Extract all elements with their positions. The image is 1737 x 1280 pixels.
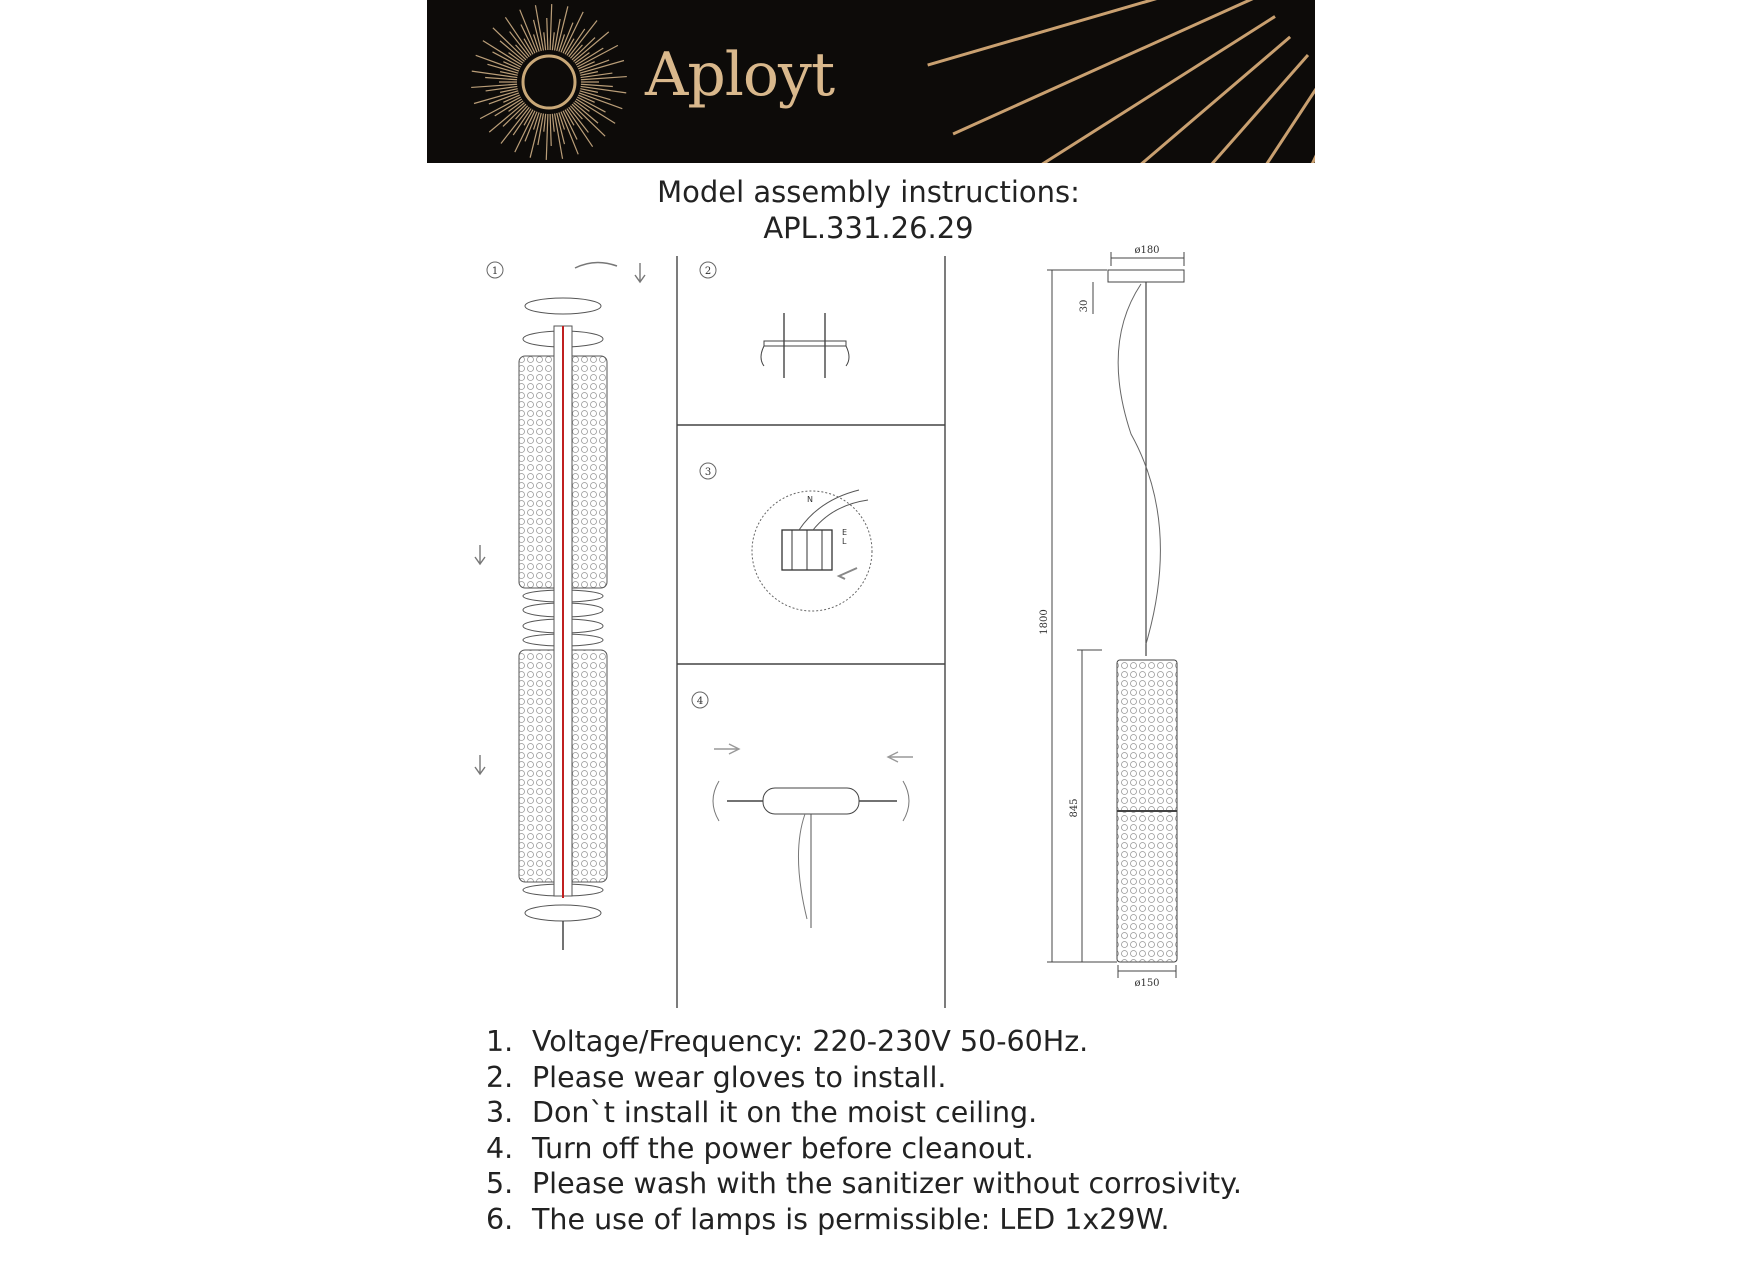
list-item xyxy=(486,1095,1242,1131)
sun-ray xyxy=(485,78,517,80)
sun-ray xyxy=(489,103,524,133)
step-2-mounting-bracket xyxy=(700,262,849,378)
step-1-label: 1 xyxy=(491,266,499,277)
corner-ray xyxy=(1083,55,1308,163)
corner-rays xyxy=(907,0,1315,163)
sun-icon xyxy=(523,56,575,108)
corner-ray xyxy=(1032,37,1291,163)
brand-logo: Aployt xyxy=(645,40,835,110)
step-1-exploded-view xyxy=(475,262,645,950)
note-number: 2. xyxy=(486,1060,514,1094)
shade-diameter-dim: ø150 xyxy=(1134,978,1160,989)
sun-ray xyxy=(544,32,546,50)
note-text: Please wear gloves to install. xyxy=(532,1060,947,1094)
canopy-diameter-dim: ø180 xyxy=(1134,245,1160,256)
side-elevation xyxy=(1039,245,1184,989)
sun-ray xyxy=(581,84,613,86)
sun-ray xyxy=(550,114,551,146)
sun-ray xyxy=(547,18,548,50)
wire-label-l: L xyxy=(842,537,847,546)
corner-ray xyxy=(953,0,1263,134)
shade-height-dim: 845 xyxy=(1069,798,1080,818)
instruction-notes xyxy=(486,1024,1242,1237)
sun-ray xyxy=(576,99,615,123)
down-arrow-icon xyxy=(635,263,645,282)
down-arrow-icon xyxy=(475,545,485,564)
sun-ray xyxy=(538,114,544,146)
sun-ray xyxy=(501,107,529,143)
sun-ray xyxy=(574,32,609,62)
brand-banner xyxy=(427,0,1315,163)
down-arrow-icon xyxy=(475,755,485,774)
note-number: 3. xyxy=(486,1096,514,1129)
sunburst-graphic xyxy=(427,0,1315,163)
arrow-icon xyxy=(839,568,857,579)
corner-ray xyxy=(928,0,1254,65)
wire-label-e: E xyxy=(842,528,848,537)
step-2-label: 2 xyxy=(704,266,712,277)
note-text: Please wash with the sanitizer without corrosivity. xyxy=(532,1167,1242,1200)
sun-ray xyxy=(546,114,548,160)
step-4-canopy-fixing xyxy=(692,692,913,928)
list-item xyxy=(486,1166,1242,1202)
sun-ray xyxy=(569,21,597,57)
note-text: Voltage/Frequency: 220-230V 50-60Hz. xyxy=(532,1025,1089,1058)
left-arrow-icon xyxy=(888,752,913,762)
total-height-dim: 1800 xyxy=(1039,609,1050,635)
list-item xyxy=(486,1024,1242,1060)
list-item xyxy=(486,1202,1242,1238)
assembly-diagram xyxy=(427,238,1315,1018)
note-number: 6. xyxy=(486,1202,514,1236)
sun-ray xyxy=(555,19,561,51)
note-number: 1. xyxy=(486,1025,514,1058)
sun-ray xyxy=(483,41,522,65)
corner-ray xyxy=(1274,92,1315,163)
step-3-wiring xyxy=(700,463,872,611)
page-title: Model assembly instructions: xyxy=(657,175,1080,209)
list-item xyxy=(486,1131,1242,1167)
note-number: 4. xyxy=(486,1131,514,1165)
canopy-height-dim: 30 xyxy=(1079,299,1090,313)
note-text: Don`t install it on the moist ceiling. xyxy=(532,1096,1038,1129)
wire-label-n: N xyxy=(807,495,813,504)
sun-ray xyxy=(544,114,546,132)
note-text: Turn off the power before cleanout. xyxy=(532,1131,1034,1165)
sun-ray xyxy=(552,114,554,132)
step-4-label: 4 xyxy=(696,696,704,707)
model-number: APL.331.26.29 xyxy=(763,211,974,245)
step-3-label: 3 xyxy=(704,467,712,478)
right-arrow-icon xyxy=(714,744,739,754)
sun-ray xyxy=(550,4,552,50)
note-text: The use of lamps is permissible: LED 1x29W. xyxy=(532,1202,1170,1236)
note-number: 5. xyxy=(486,1167,514,1200)
sun-ray xyxy=(552,32,554,50)
rotate-arrow-icon xyxy=(575,262,617,268)
list-item xyxy=(486,1060,1242,1096)
